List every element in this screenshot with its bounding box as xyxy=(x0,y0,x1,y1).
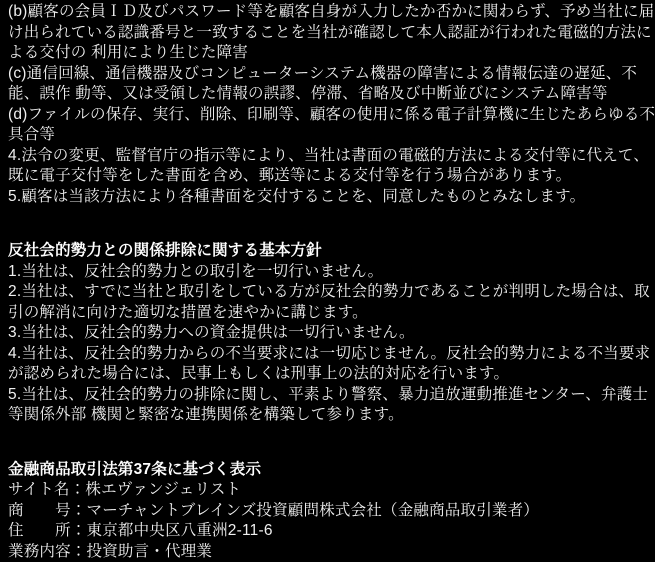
policy-item5-line-1: 5.当社は、反社会的勢力の排除に関し、平素より警察、暴力追放運動推進センター、弁護士 xyxy=(8,385,592,406)
disclaimer-line-b-3: よる交付の 利用により生じた障害 xyxy=(8,43,592,64)
section-anti-social-forces-policy xyxy=(8,241,592,426)
policy-item4-line-1: 4.当社は、反社会的勢力からの不当要求には一切応じません。反社会的勢力による不当要求 xyxy=(8,344,592,365)
disclaimer-line-c-1: (c)通信回線、通信機器及びコンピューターシステム機器の障害による情報伝達の遅延、不 xyxy=(8,64,592,85)
site-name-line: サイト名：株エヴァンジェリスト xyxy=(8,480,592,501)
section-electronic-delivery-disclaimer xyxy=(8,2,592,207)
policy-item1-line: 1.当社は、反社会的勢力との取引を一切行いません。 xyxy=(8,262,592,283)
disclaimer-line-c-2: 能、誤作 動等、又は受領した情報の誤謬、停滞、省略及び中断並びにシステム障害等 xyxy=(8,84,592,105)
disclaimer-line-b-1: (b)顧客の会員ＩＤ及びパスワード等を顧客自身が入力したか否かに関わらず、予め当社に届 xyxy=(8,2,592,23)
disclaimer-line-d-2: 具合等 xyxy=(8,125,592,146)
policy-item2-line-2: 引の解消に向けた適切な措置を速やかに講じます。 xyxy=(8,303,592,324)
disclaimer-clause5-line: 5.顧客は当該方法により各種書面を交付することを、同意したものとみなします。 xyxy=(8,187,592,208)
business-description-line: 業務内容：投資助言・代理業 xyxy=(8,542,592,562)
policy-item3-line: 3.当社は、反社会的勢力への資金提供は一切行いません。 xyxy=(8,323,592,344)
policy-item5-line-2: 等関係外部 機関と緊密な連携関係を構築して参ります。 xyxy=(8,405,592,426)
disclaimer-clause4-line-1: 4.法令の変更、監督官庁の指示等により、当社は書面の電磁的方法による交付等に代えて、 xyxy=(8,146,592,167)
disclaimer-clause4-line-2: 既に電子交付等をした書面を含め、郵送等による交付等を行う場合があります。 xyxy=(8,166,592,187)
policy-item2-line-1: 2.当社は、すでに当社と取引をしている方が反社会的勢力であることが判明した場合は、取 xyxy=(8,282,592,303)
policy-item4-line-2: が認められた場合には、民事上もしくは刑事上の法的対応を行います。 xyxy=(8,364,592,385)
fiel-article-37-heading: 金融商品取引法第37条に基づく表示 xyxy=(8,460,592,481)
company-name-line: 商 号：マーチャントブレインズ投資顧問株式会社（金融商品取引業者） xyxy=(8,501,592,522)
address-line: 住 所：東京都中央区八重洲2-11-6 xyxy=(8,521,592,542)
disclaimer-line-b-2: け出られている認識番号と一致することを当社が確認して本人認証が行われた電磁的方法に xyxy=(8,23,592,44)
section-fiel-article-37-disclosure xyxy=(8,460,592,562)
anti-social-forces-heading: 反社会的勢力との関係排除に関する基本方針 xyxy=(8,241,592,262)
disclaimer-line-d-1: (d)ファイルの保存、実行、削除、印刷等、顧客の使用に係る電子計算機に生じたあらゆる不 xyxy=(8,105,592,126)
